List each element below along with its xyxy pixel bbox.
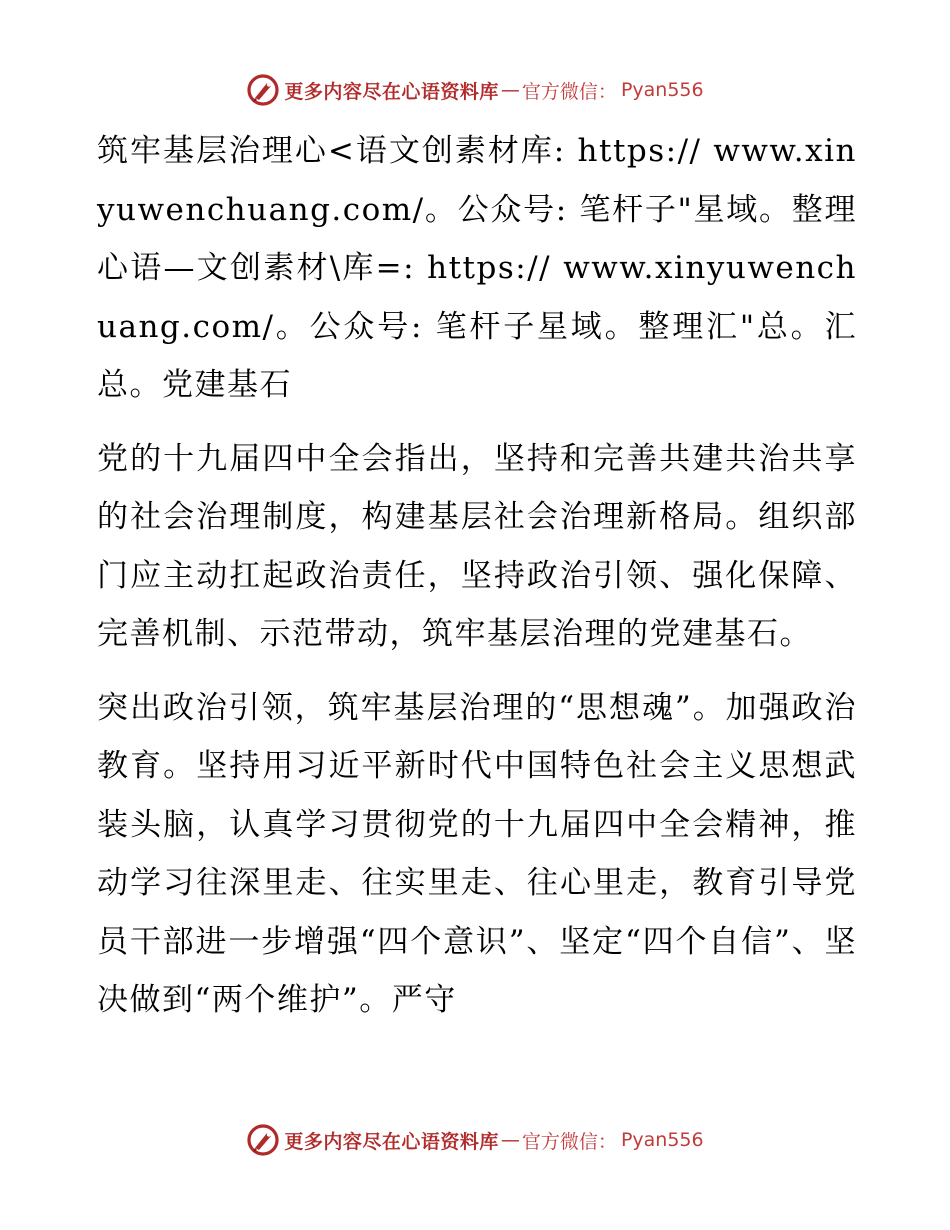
paragraph-political-leadership: 突出政治引领，筑牢基层治理的“思想魂”。加强政治教育。坚持用习近平新时代中国特色社会主义思想武装头脑，认真学习贯彻党的十九届四中全会精神，推动学习往深里走、往实里走、往心里走，教育引导党员干部进一步增强“四个意识”、坚定“四个自信”、坚决做到“两个维护”。严守: [97, 689, 857, 1018]
watermark-label: 官方微信：: [521, 80, 617, 103]
pen-logo-icon: [246, 1123, 280, 1157]
watermark-label: 官方微信：: [521, 1130, 617, 1153]
watermark-dash: —: [500, 79, 520, 101]
paragraph-title: 筑牢基层治理心<语文创素材库: https:// www.xinyuwenchuang.com/。公众号: 笔杆子"星域。整理心语—文创素材\库=: https:// www.xinyuwenchuang.com/。公众号: 笔杆子星域。整理汇"总。汇总。党建基石: [97, 133, 857, 403]
watermark-main-text: 更多内容尽在心语资料库: [284, 80, 499, 103]
watermark-account: Pyan556: [620, 79, 704, 101]
footer-watermark: [0, 1122, 950, 1158]
document-body: [97, 122, 857, 1030]
watermark-account: Pyan556: [620, 1129, 704, 1151]
pen-logo-icon: [246, 73, 280, 107]
watermark-dash: —: [500, 1129, 520, 1151]
watermark-main-text: 更多内容尽在心语资料库: [284, 1130, 499, 1153]
paragraph-intro: 党的十九届四中全会指出，坚持和完善共建共治共享的社会治理制度，构建基层社会治理新格局。组织部门应主动扛起政治责任，坚持政治引领、强化保障、完善机制、示范带动，筑牢基层治理的党建基石。: [97, 440, 857, 652]
header-watermark: [0, 72, 950, 108]
